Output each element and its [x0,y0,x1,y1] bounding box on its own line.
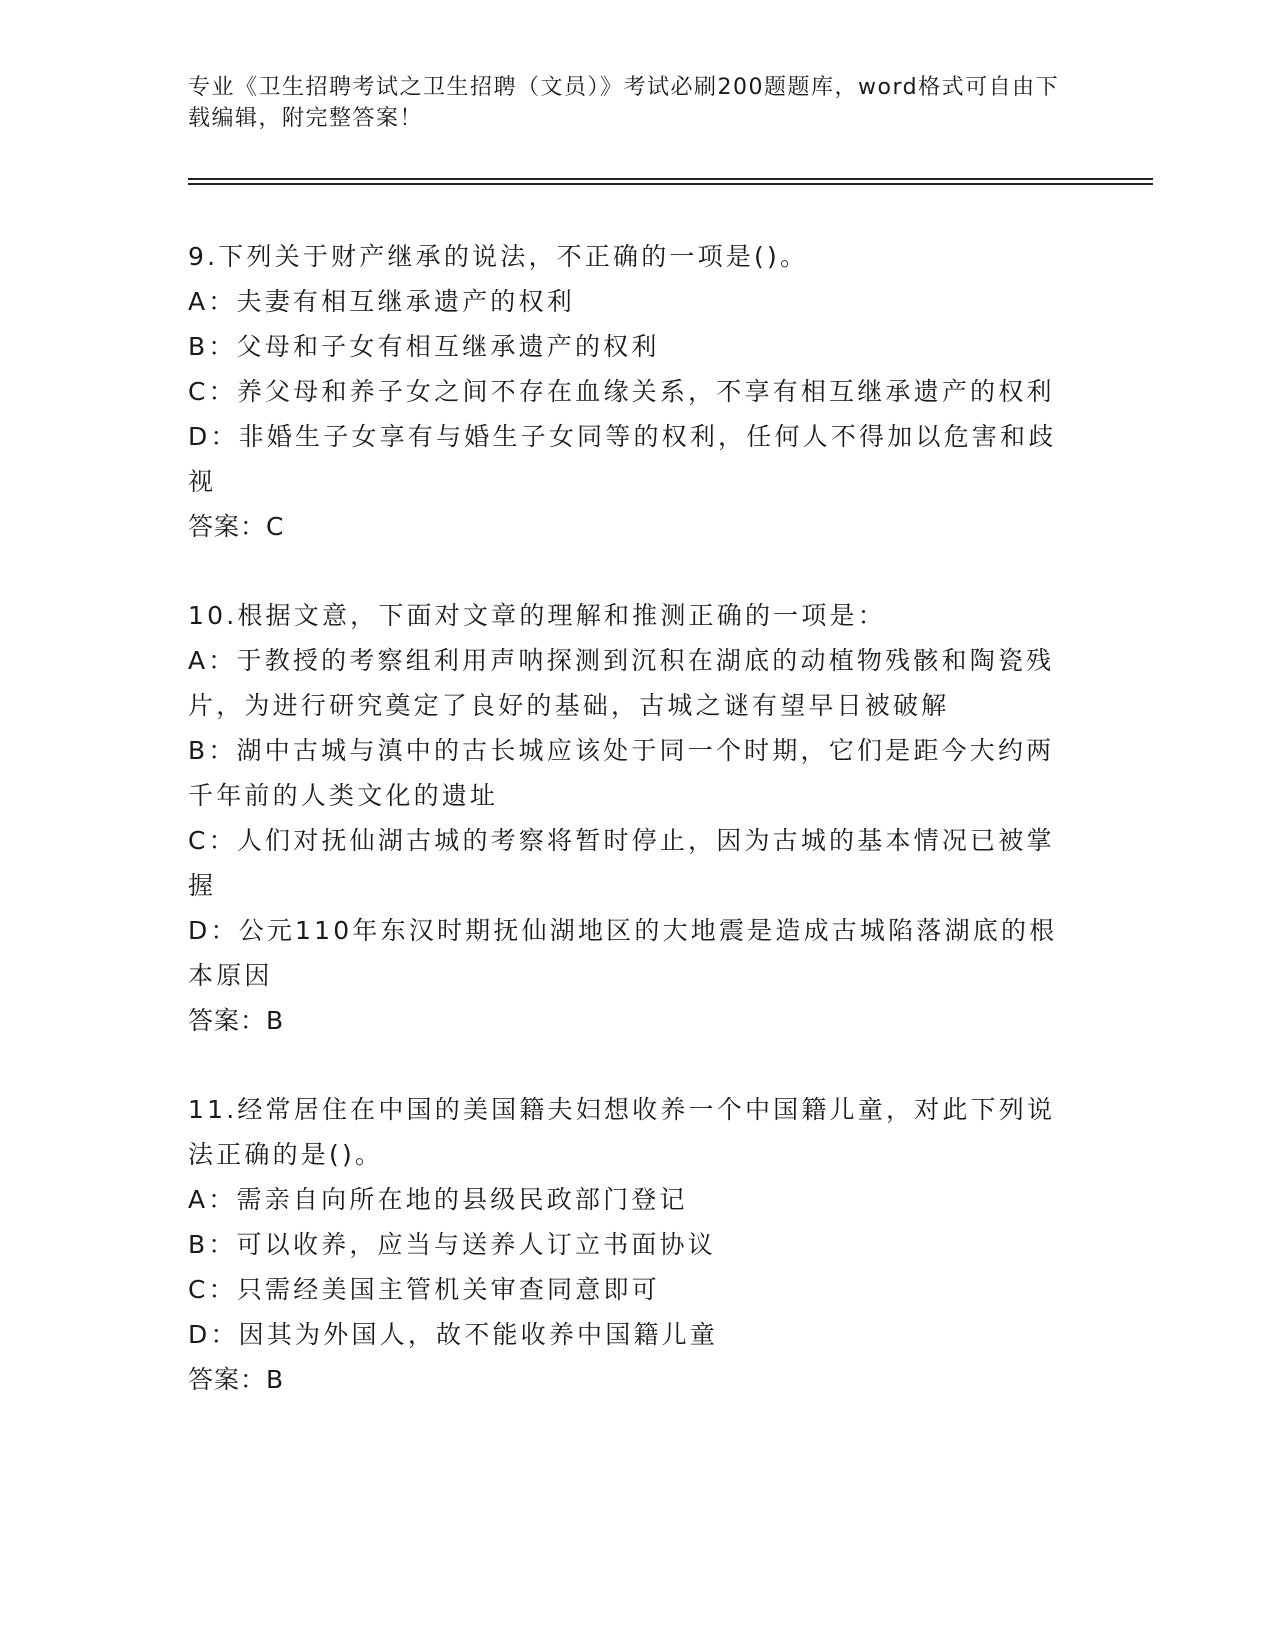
answer-label: 答案： [188,1006,267,1035]
answer-value: B [266,1006,284,1035]
answer-line [188,1357,1068,1402]
answer-line [188,504,1068,549]
question-stem: 9.下列关于财产继承的说法，不正确的一项是()。 [188,242,809,271]
question-10 [188,593,1068,1043]
option-a: A：夫妻有相互继承遗产的权利 [188,287,575,316]
option-b: B：父母和子女有相互继承遗产的权利 [188,332,660,361]
question-9 [188,234,1068,549]
answer-line [188,998,1068,1043]
option-d: D：非婚生子女享有与婚生子女同等的权利，任何人不得加以危害和歧视 [188,422,1057,496]
question-list [188,234,1068,1402]
option-d: D：公元110年东汉时期抚仙湖地区的大地震是造成古城陷落湖底的根本原因 [188,916,1058,990]
answer-label: 答案： [188,1365,267,1394]
option-c: C：只需经美国主管机关审查同意即可 [188,1275,660,1304]
document-header: 专业《卫生招聘考试之卫生招聘（文员）》考试必刷200题题库，word格式可自由下载编辑，附完整答案！ [188,75,1060,131]
question-11 [188,1087,1068,1402]
option-a: A：于教授的考察组利用声呐探测到沉积在湖底的动植物残骸和陶瓷残片，为进行研究奠定了良好的基础，古城之谜有望早日被破解 [188,646,1055,720]
answer-label: 答案： [188,512,267,541]
option-b: B：湖中古城与滇中的古长城应该处于同一个时期，它们是距今大约两千年前的人类文化的遗址 [188,736,1055,810]
question-stem: 10.根据文意，下面对文章的理解和推测正确的一项是： [188,601,886,630]
header-divider-top [188,178,1153,180]
option-c: C：人们对抚仙湖古城的考察将暂时停止，因为古城的基本情况已被掌握 [188,826,1055,900]
option-c: C：养父母和养子女之间不存在血缘关系，不享有相互继承遗产的权利 [188,377,1055,406]
option-d: D：因其为外国人，故不能收养中国籍儿童 [188,1320,719,1349]
option-b: B：可以收养，应当与送养人订立书面协议 [188,1230,716,1259]
option-a: A：需亲自向所在地的县级民政部门登记 [188,1185,688,1214]
answer-value: C [266,512,284,541]
header-divider-bottom [188,183,1153,185]
answer-value: B [266,1365,284,1394]
question-stem: 11.经常居住在中国的美国籍夫妇想收养一个中国籍儿童，对此下列说法正确的是()。 [188,1095,1056,1169]
